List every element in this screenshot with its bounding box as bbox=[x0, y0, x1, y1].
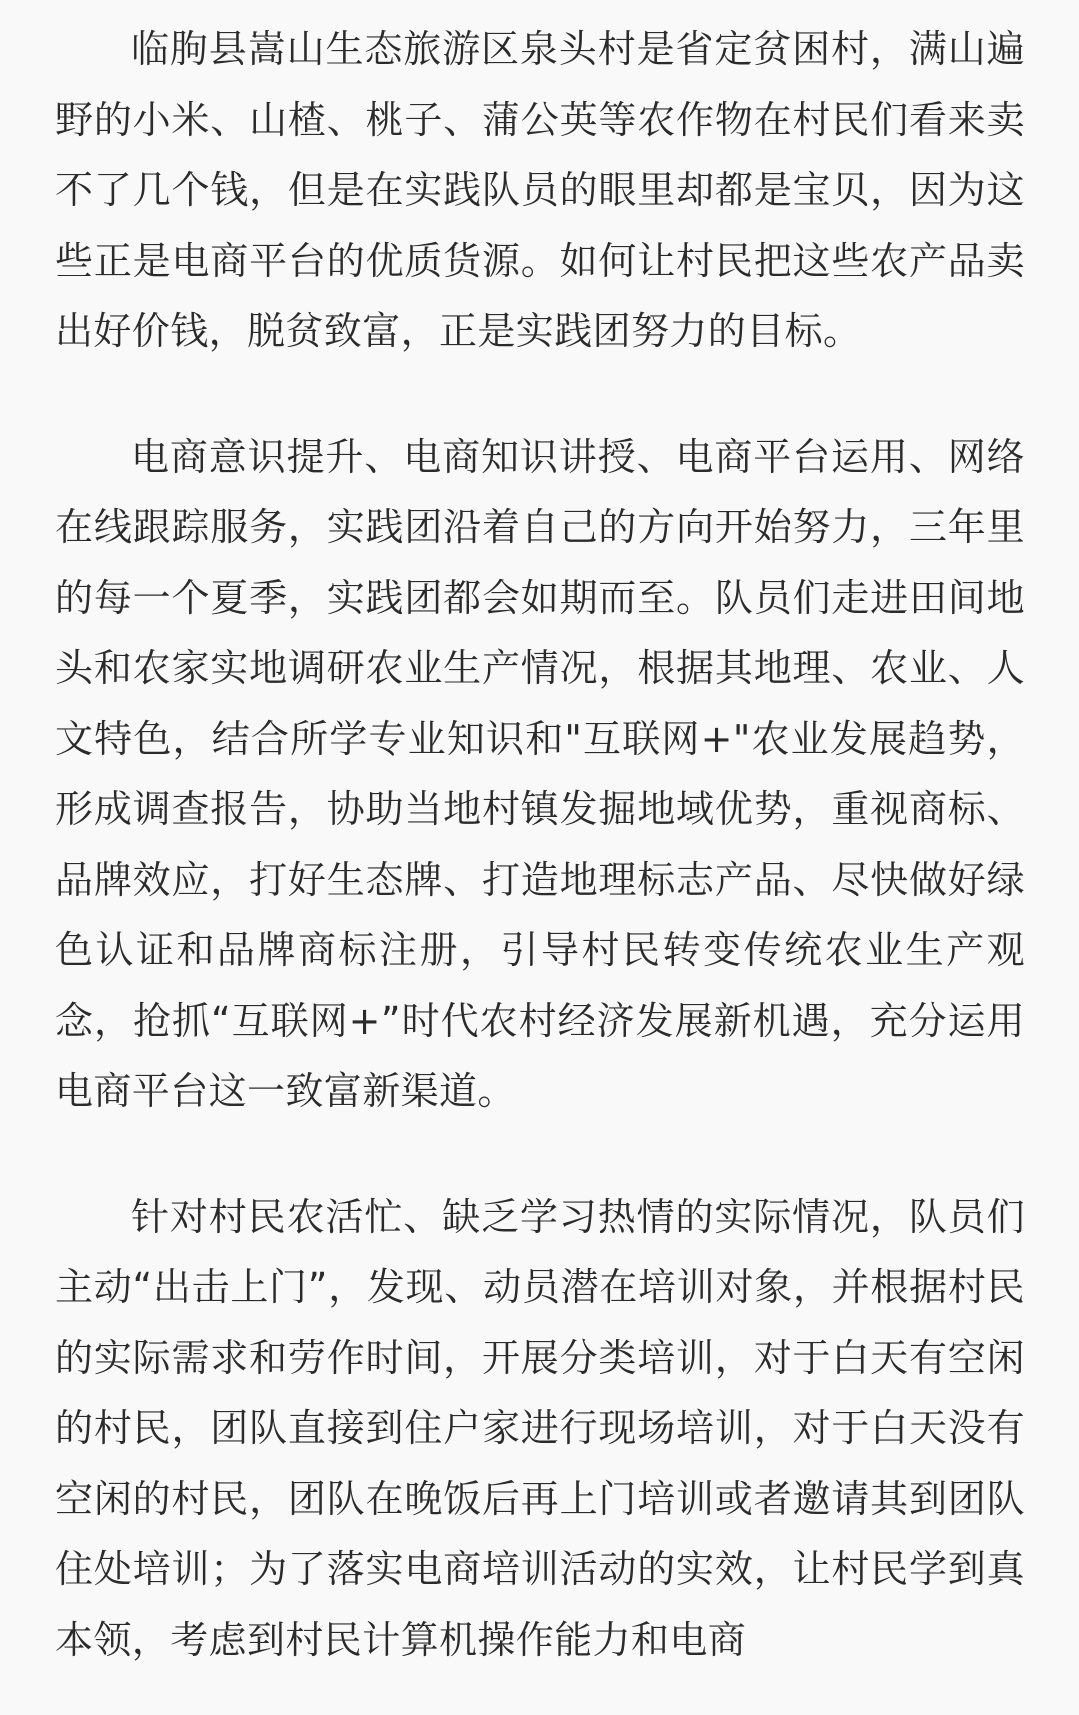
article-body bbox=[55, 14, 1025, 1675]
paragraph-ecommerce-services: 电商意识提升、电商知识讲授、电商平台运用、网络在线跟踪服务，实践团沿着自己的方向开始努力，三年里的每一个夏季，实践团都会如期而至。队员们走进田间地头和农家实地调研农业生产情况，根据其地理、农业、人文特色，结合所学专业知识和"互联网+"农业发展趋势，形成调查报告，协助当地村镇发掘地域优势，重视商标、品牌效应，打好生态牌、打造地理标志产品、尽快做好绿色认证和品牌商标注册，引导村民转变传统农业生产观念，抢抓“互联网+”时代农村经济发展新机遇，充分运用电商平台这一致富新渠道。 bbox=[55, 434, 1025, 1113]
paragraph-door-to-door-training: 针对村民农活忙、缺乏学习热情的实际情况，队员们主动“出击上门”，发现、动员潜在培训对象，并根据村民的实际需求和劳作时间，开展分类培训，对于白天有空闲的村民，团队直接到住户家进行现场培训，对于白天没有空闲的村民，团队在晚饭后再上门培训或者邀请其到团队住处培训；为了落实电商培训活动的实效，让村民学到真本领，考虑到村民计算机操作能力和电商 bbox=[55, 1194, 1025, 1662]
paragraph-poverty-village: 临朐县嵩山生态旅游区泉头村是省定贫困村，满山遍野的小米、山楂、桃子、蒲公英等农作物在村民们看来卖不了几个钱，但是在实践队员的眼里却都是宝贝，因为这些正是电商平台的优质货源。如何让村民把这些农产品卖出好价钱，脱贫致富，正是实践团努力的目标。 bbox=[55, 27, 1025, 353]
paragraph-spacer bbox=[55, 367, 1025, 422]
paragraph-spacer bbox=[55, 1127, 1025, 1182]
